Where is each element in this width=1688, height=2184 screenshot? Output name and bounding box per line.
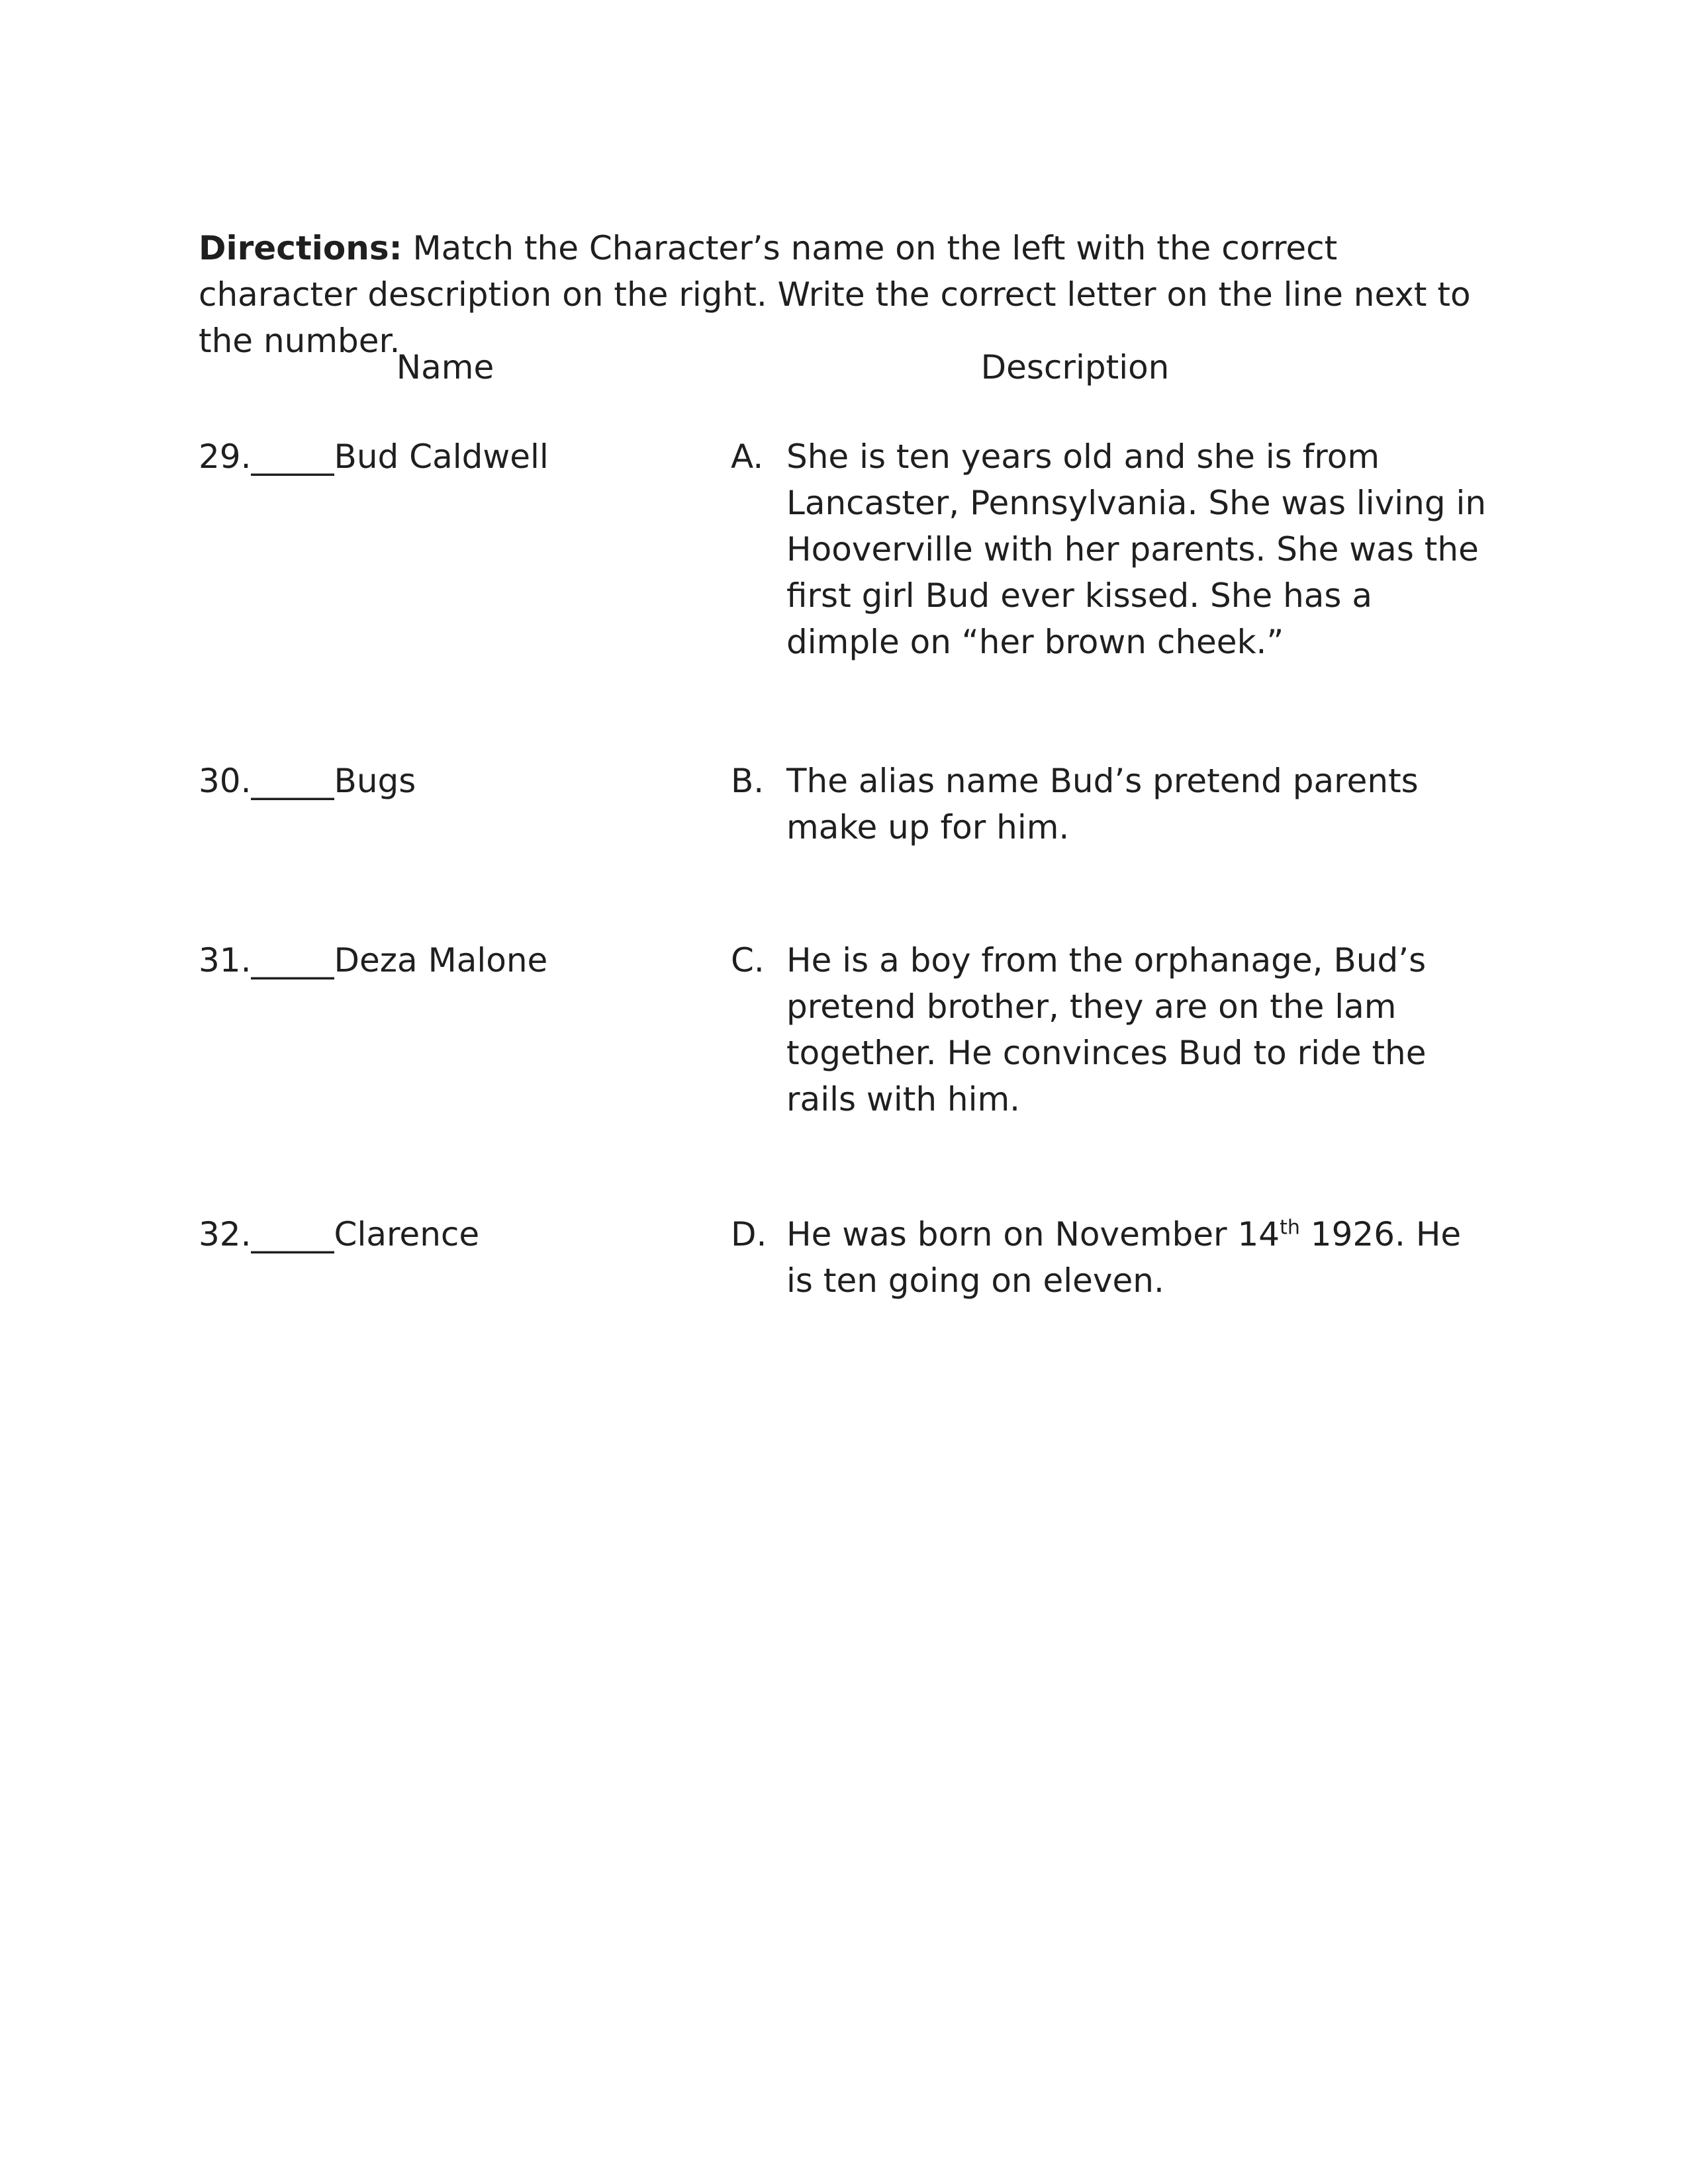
name-cell (199, 1211, 731, 1257)
match-row-31 (199, 937, 1489, 1122)
match-row-32 (199, 1211, 1489, 1304)
directions-label: Directions: (199, 229, 402, 267)
option-letter: D. (731, 1215, 767, 1253)
column-header-description: Description (980, 348, 1170, 387)
character-name: Clarence (334, 1215, 480, 1253)
description-cell (731, 433, 1489, 665)
answer-blank: _____ (251, 437, 334, 476)
item-number: 29. (199, 437, 252, 476)
directions-text: Match the Character’s name on the left with the correct character description on the right. Write the correct letter on the line next to the number. (199, 229, 1471, 360)
item-number: 30. (199, 762, 252, 800)
answer-blank: _____ (251, 762, 334, 800)
match-row-30 (199, 758, 1489, 850)
description-cell (731, 758, 1489, 850)
option-letter: B. (731, 762, 765, 800)
option-description: She is ten years old and she is from Lancaster, Pennsylvania. She was living in Hooverville with her parents. She was the first girl Bud ever kissed. She has a dimple on “her brown cheek.” (786, 437, 1487, 661)
option-letter: A. (731, 437, 764, 476)
name-cell (199, 937, 731, 983)
description-text-after: 1926. He is ten going on eleven. (786, 1215, 1462, 1300)
match-row-29 (199, 433, 1489, 665)
description-text-before: He was born on November 14 (786, 1215, 1280, 1253)
description-cell (731, 1211, 1489, 1304)
option-description: The alias name Bud’s pretend parents make up for him. (786, 762, 1419, 846)
item-number: 31. (199, 941, 252, 979)
name-cell (199, 433, 731, 480)
answer-blank: _____ (251, 941, 334, 979)
directions-paragraph (199, 225, 1476, 364)
item-number: 32. (199, 1215, 252, 1253)
character-name: Deza Malone (334, 941, 548, 979)
answer-blank: _____ (251, 1215, 334, 1253)
option-description: He is a boy from the orphanage, Bud’s pretend brother, they are on the lam together. He convinces Bud to ride the rails with him. (786, 941, 1427, 1118)
name-cell (199, 758, 731, 804)
character-name: Bud Caldwell (334, 437, 549, 476)
description-cell (731, 937, 1489, 1122)
character-name: Bugs (334, 762, 416, 800)
ordinal-superscript: th (1280, 1216, 1300, 1240)
option-description (786, 1211, 1489, 1304)
column-header-name: Name (396, 348, 494, 387)
option-letter: C. (731, 941, 765, 979)
